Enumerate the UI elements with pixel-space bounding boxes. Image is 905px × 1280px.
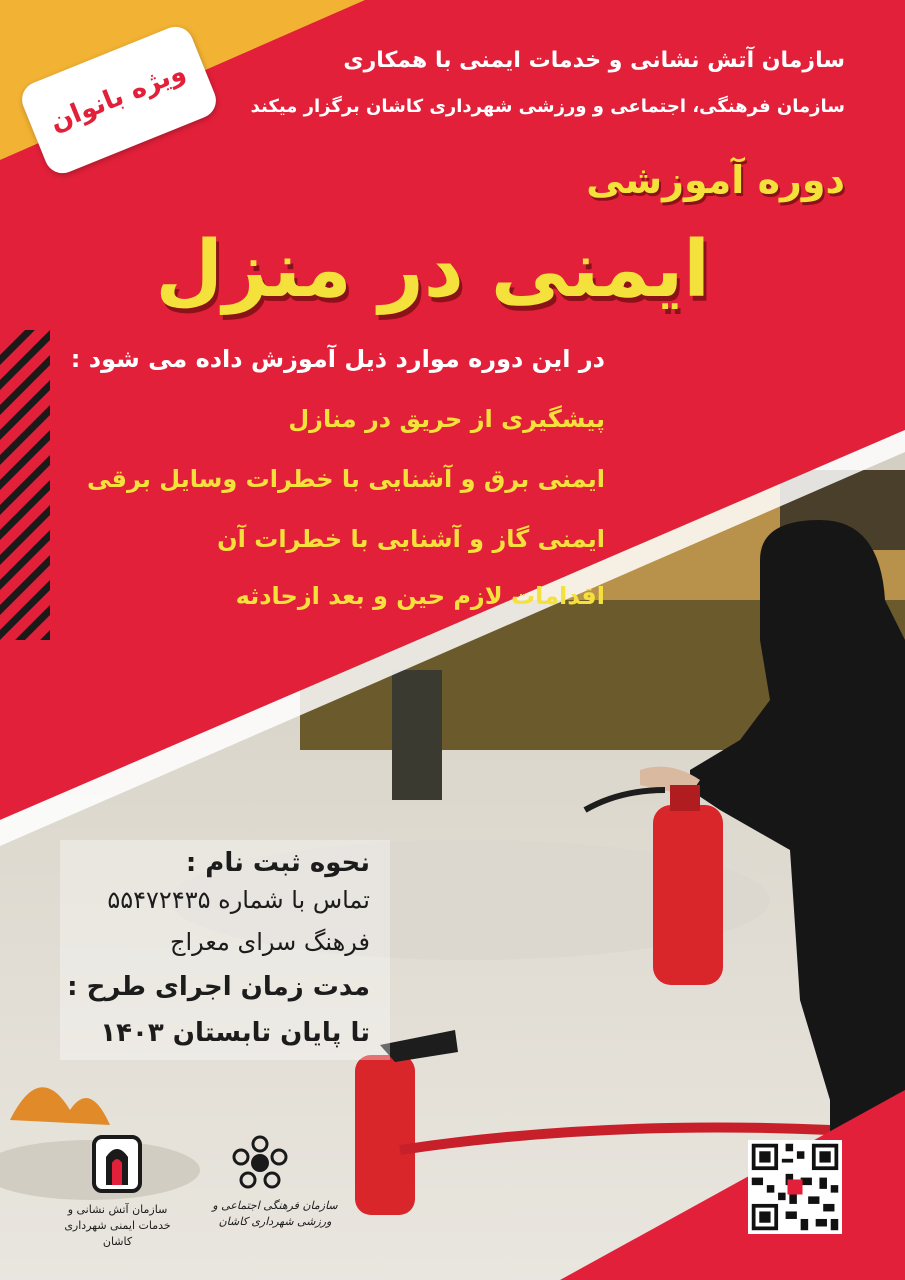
extinguisher-held	[653, 805, 723, 985]
extinguisher-held-valve	[670, 785, 700, 811]
fire-org-logo-icon	[92, 1135, 142, 1193]
course-label: دوره آموزشی	[586, 158, 845, 202]
badge-text: ویژه بانوان	[45, 56, 190, 138]
registration-heading: نحوه ثبت نام :	[185, 848, 370, 878]
qr-code[interactable]	[748, 1140, 842, 1234]
header-line-2: سازمان فرهنگی، اجتماعی و ورزشی شهرداری کاشان برگزار میکند	[250, 96, 845, 117]
duration-value: تا پایان تابستان ۱۴۰۳	[100, 1018, 370, 1048]
fire-org-name: سازمان آتش نشانی و خدمات ایمنی شهرداری کاشان	[64, 1203, 171, 1248]
topic-item: ایمنی برق و آشنایی با خطرات وسایل برقی	[86, 465, 605, 493]
topic-item: پیشگیری از حریق در منازل	[288, 405, 605, 433]
duration-heading: مدت زمان اجرای طرح :	[67, 972, 370, 1002]
qr-code-icon	[748, 1140, 842, 1234]
registration-phone: تماس با شماره ۵۵۴۷۲۴۳۵	[107, 886, 370, 914]
topics-intro: در این دوره موارد ذیل آموزش داده می شود :	[70, 345, 605, 373]
culture-org-logo-icon	[232, 1135, 288, 1191]
extinguisher-front	[355, 1055, 415, 1215]
culture-org-name: سازمان فرهنگی اجتماعی و ورزشی شهرداری کاشان	[212, 1199, 338, 1228]
topic-item: اقدامات لازم حین و بعد ازحادثه	[235, 582, 605, 610]
registration-venue: فرهنگ سرای معراج	[170, 928, 370, 956]
header-line-1: سازمان آتش نشانی و خدمات ایمنی با همکاری	[343, 48, 845, 73]
topic-item: ایمنی گاز و آشنایی با خطرات آن	[217, 525, 605, 553]
photo-person	[392, 670, 442, 800]
course-title: ایمنی در منزل	[155, 225, 710, 315]
